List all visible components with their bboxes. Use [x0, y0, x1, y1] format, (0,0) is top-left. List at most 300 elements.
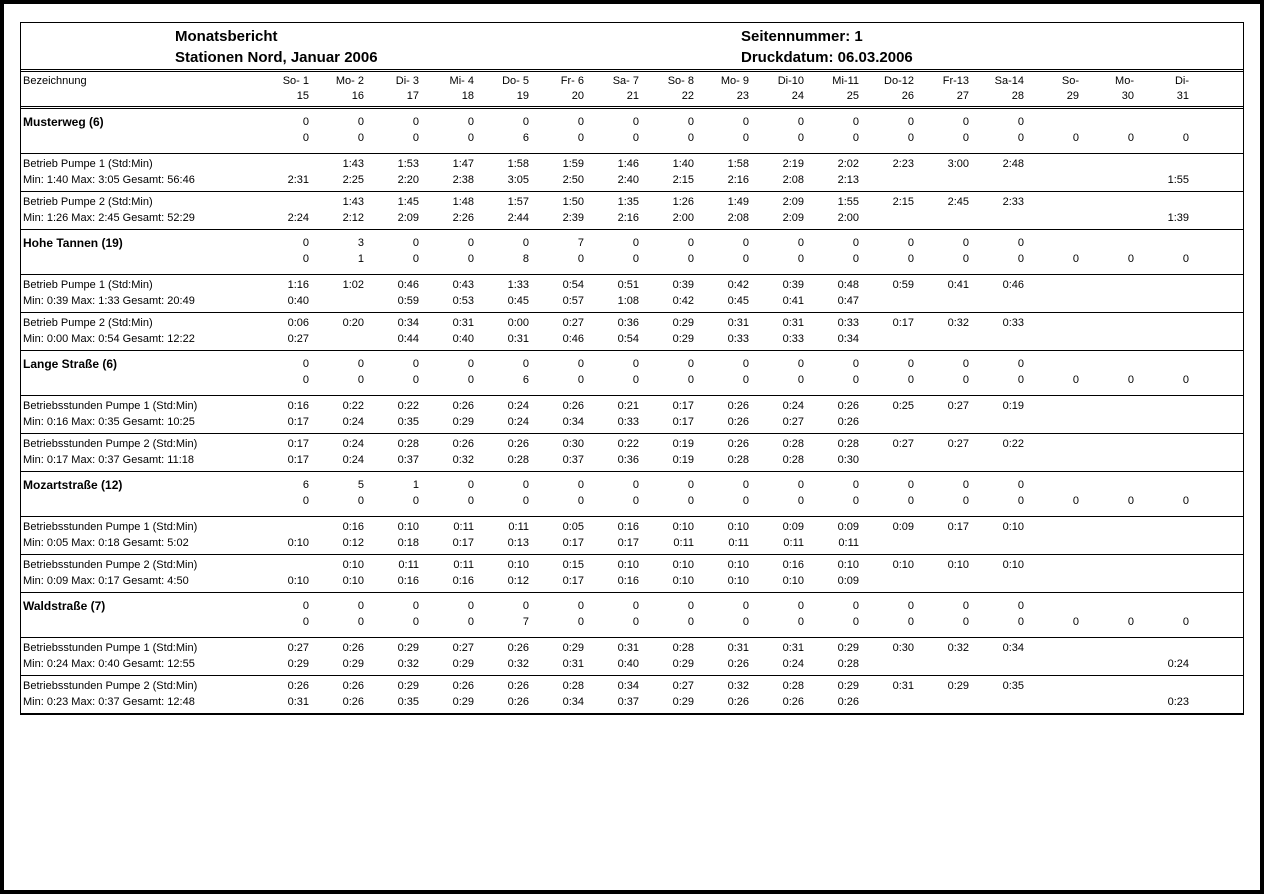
- value-cell: [973, 275, 1028, 313]
- value-cell: [1138, 230, 1193, 275]
- value-line1: 0: [962, 600, 969, 612]
- value-cell: [313, 313, 368, 351]
- value-line1: 0: [632, 116, 639, 128]
- value-line2: [920, 535, 969, 551]
- pump-row: [21, 275, 1243, 313]
- value-line2: 0:26: [727, 416, 749, 428]
- value-cell: [258, 108, 313, 154]
- value-line1: 0: [412, 358, 419, 370]
- pump-row: [21, 638, 1243, 676]
- value-line2: 0: [357, 374, 364, 386]
- day-date: 27: [956, 90, 969, 102]
- value-line2: [1030, 656, 1079, 672]
- value-line1: 0: [852, 479, 859, 491]
- day-column-header: [698, 72, 753, 108]
- value-line1: 0: [907, 479, 914, 491]
- value-line2: 2:50: [562, 174, 584, 186]
- value-cell: [533, 472, 588, 517]
- value-cell: [1083, 230, 1138, 275]
- value-line1: 0: [742, 116, 749, 128]
- value-line1: 1:43: [342, 196, 364, 208]
- value-line2: 0: [907, 253, 914, 265]
- value-cell: [478, 517, 533, 555]
- value-line2: 0:27: [287, 333, 309, 345]
- value-cell: [1028, 434, 1083, 472]
- value-cell: [698, 396, 753, 434]
- value-line1: 0: [797, 600, 804, 612]
- value-line1: 2:48: [1002, 158, 1024, 170]
- value-cell: [533, 230, 588, 275]
- value-line2: [865, 573, 914, 589]
- value-line1: 0:16: [287, 400, 309, 412]
- value-line1: 0: [797, 116, 804, 128]
- pump-label-cell: [21, 517, 258, 555]
- value-cell: [918, 396, 973, 434]
- pump-label-cell: [21, 676, 258, 714]
- value-cell: [478, 676, 533, 714]
- report-frame: [20, 22, 1244, 715]
- value-cell: [753, 313, 808, 351]
- value-cell: [808, 396, 863, 434]
- value-cell: [1083, 275, 1138, 313]
- value-line2: 0:17: [287, 416, 309, 428]
- value-cell: [753, 638, 808, 676]
- value-line1: [1030, 194, 1079, 210]
- value-cell: [258, 230, 313, 275]
- value-line1: 0:10: [837, 559, 859, 571]
- value-line2: 0:26: [782, 696, 804, 708]
- value-cell: [423, 434, 478, 472]
- day-date: 25: [846, 90, 859, 102]
- value-line1: 0:27: [947, 438, 969, 450]
- value-cell: [423, 638, 478, 676]
- value-line1: 0:09: [782, 521, 804, 533]
- value-line2: 0:30: [837, 454, 859, 466]
- value-cell: [973, 154, 1028, 192]
- value-line2: 2:15: [672, 174, 694, 186]
- print-date-label: Druckdatum: 06.03.2006: [741, 49, 913, 66]
- report-title-block: [175, 26, 378, 68]
- value-cell: [643, 472, 698, 517]
- value-line1: [1085, 436, 1134, 452]
- filler-cell: [1193, 396, 1243, 434]
- value-cell: [808, 517, 863, 555]
- value-line1: 0: [357, 358, 364, 370]
- value-line1: 0:09: [892, 521, 914, 533]
- value-cell: [918, 230, 973, 275]
- value-line2: 2:08: [782, 174, 804, 186]
- value-line2: 2:20: [397, 174, 419, 186]
- value-cell: [698, 472, 753, 517]
- value-cell: [478, 154, 533, 192]
- value-cell: [973, 192, 1028, 230]
- value-line1: 0: [1017, 600, 1024, 612]
- value-cell: [643, 154, 698, 192]
- value-line1: 0: [412, 237, 419, 249]
- value-cell: [313, 396, 368, 434]
- value-line2: [865, 210, 914, 226]
- value-line1: 0: [412, 116, 419, 128]
- value-line2: 0: [632, 495, 639, 507]
- value-line1: 0: [577, 479, 584, 491]
- value-cell: [643, 275, 698, 313]
- value-cell: [643, 351, 698, 396]
- value-line2: 7: [522, 616, 529, 628]
- value-line2: 0: [467, 495, 474, 507]
- value-cell: [973, 396, 1028, 434]
- value-cell: [918, 108, 973, 154]
- value-line2: 0:26: [837, 416, 859, 428]
- value-cell: [423, 154, 478, 192]
- value-cell: [478, 230, 533, 275]
- value-line1: [1030, 557, 1079, 573]
- value-line1: 0:26: [452, 438, 474, 450]
- value-line2: 0:23: [1167, 696, 1189, 708]
- value-line2: 0: [1127, 132, 1134, 144]
- value-line2: 0:11: [673, 537, 694, 549]
- value-line2: 0:28: [727, 454, 749, 466]
- value-cell: [918, 555, 973, 593]
- value-line1: 0:31: [727, 317, 749, 329]
- value-line2: 0:10: [672, 575, 694, 587]
- value-line2: 0: [632, 132, 639, 144]
- value-line1: 0:11: [453, 559, 474, 571]
- value-line2: [920, 331, 969, 347]
- day-name: Di-: [1174, 75, 1189, 87]
- value-cell: [533, 351, 588, 396]
- value-line2: 0:34: [562, 416, 584, 428]
- day-column-header: [973, 72, 1028, 108]
- value-line2: [975, 414, 1024, 430]
- value-cell: [1083, 434, 1138, 472]
- value-cell: [973, 676, 1028, 714]
- filler-column-header: [1193, 72, 1243, 108]
- day-date: 20: [571, 90, 584, 102]
- value-line1: 2:02: [837, 158, 859, 170]
- value-line2: 0: [1127, 253, 1134, 265]
- value-cell: [808, 230, 863, 275]
- value-line1: 0:26: [342, 680, 364, 692]
- value-line2: 0:11: [783, 537, 804, 549]
- value-cell: [698, 313, 753, 351]
- value-line1: [260, 156, 309, 172]
- station-label-cell: [21, 108, 258, 154]
- value-line2: 0: [1182, 616, 1189, 628]
- value-line2: [1085, 452, 1134, 468]
- value-line2: 2:12: [342, 212, 364, 224]
- value-cell: [313, 638, 368, 676]
- value-line1: 0:34: [617, 680, 639, 692]
- value-cell: [698, 593, 753, 638]
- value-line2: 0:35: [397, 696, 419, 708]
- value-line1: 0:05: [562, 521, 584, 533]
- value-cell: [863, 676, 918, 714]
- value-cell: [863, 593, 918, 638]
- value-cell: [643, 676, 698, 714]
- value-cell: [1138, 313, 1193, 351]
- value-line1: 0:24: [507, 400, 529, 412]
- value-cell: [258, 351, 313, 396]
- value-line1: 0:34: [397, 317, 419, 329]
- value-line1: [1140, 640, 1189, 656]
- value-line1: 0:22: [397, 400, 419, 412]
- value-line2: [920, 694, 969, 710]
- value-line1: 0: [797, 479, 804, 491]
- value-line1: 0:33: [1002, 317, 1024, 329]
- value-line1: 0: [632, 237, 639, 249]
- value-line2: 0: [742, 374, 749, 386]
- pump-label: Betriebsstunden Pumpe 1 (Std:Min): [23, 521, 198, 533]
- value-cell: [313, 351, 368, 396]
- value-line1: 0:21: [617, 400, 639, 412]
- value-cell: [368, 555, 423, 593]
- value-line2: 0: [412, 374, 419, 386]
- day-name: Do-12: [884, 75, 914, 87]
- day-date: 22: [681, 90, 694, 102]
- filler-cell: [1193, 154, 1243, 192]
- day-column-header: [588, 72, 643, 108]
- value-line1: 0:41: [947, 279, 969, 291]
- value-line2: 8: [522, 253, 529, 265]
- value-line1: [1140, 436, 1189, 452]
- value-line1: 0: [742, 600, 749, 612]
- value-line2: 0: [687, 616, 694, 628]
- value-line1: 1:53: [397, 158, 419, 170]
- day-column-header: [1028, 72, 1083, 108]
- value-line1: [1085, 519, 1134, 535]
- value-line1: 0: [852, 358, 859, 370]
- value-line2: 0: [632, 616, 639, 628]
- filler-cell: [1193, 472, 1243, 517]
- value-line2: 0:47: [837, 295, 859, 307]
- pump-label-cell: [21, 434, 258, 472]
- value-line1: 0:26: [452, 400, 474, 412]
- value-line2: 0:28: [507, 454, 529, 466]
- pump-row: [21, 154, 1243, 192]
- value-cell: [808, 638, 863, 676]
- station-row: [21, 351, 1243, 396]
- value-line1: 0: [852, 600, 859, 612]
- value-line1: 0: [1017, 479, 1024, 491]
- station-label-cell: [21, 351, 258, 396]
- value-line2: [865, 694, 914, 710]
- value-line2: 0: [687, 495, 694, 507]
- value-cell: [698, 676, 753, 714]
- value-line1: 0:00: [507, 317, 529, 329]
- value-line1: 0:31: [617, 642, 639, 654]
- value-line2: 0:57: [562, 295, 584, 307]
- value-cell: [1138, 396, 1193, 434]
- value-line2: 0:10: [782, 575, 804, 587]
- value-line2: [865, 293, 914, 309]
- value-cell: [423, 676, 478, 714]
- value-cell: [1028, 396, 1083, 434]
- value-line1: 0: [852, 237, 859, 249]
- value-line2: [1140, 452, 1189, 468]
- value-cell: [423, 593, 478, 638]
- value-line2: 0: [1127, 495, 1134, 507]
- value-cell: [258, 593, 313, 638]
- day-date: 24: [791, 90, 804, 102]
- value-line1: [1085, 156, 1134, 172]
- value-line2: 0: [907, 132, 914, 144]
- value-cell: [1028, 351, 1083, 396]
- pump-label-cell: [21, 396, 258, 434]
- value-cell: [698, 351, 753, 396]
- station-label-cell: [21, 472, 258, 517]
- value-line2: 0: [962, 132, 969, 144]
- value-line1: 0:17: [947, 521, 969, 533]
- value-line2: 0:26: [342, 696, 364, 708]
- value-line1: 0: [687, 600, 694, 612]
- value-line2: 0: [357, 616, 364, 628]
- value-cell: [1138, 108, 1193, 154]
- value-cell: [808, 593, 863, 638]
- value-line1: 0:32: [727, 680, 749, 692]
- label-column-header-text: Bezeichnung: [23, 75, 87, 87]
- value-line1: 0:32: [947, 642, 969, 654]
- value-line2: [1030, 210, 1079, 226]
- value-cell: [698, 192, 753, 230]
- value-cell: [863, 638, 918, 676]
- value-line2: [920, 573, 969, 589]
- value-line1: [1140, 315, 1189, 331]
- pump-label-cell: [21, 154, 258, 192]
- pump-minmax-label: Min: 0:16 Max: 0:35 Gesamt: 10:25: [23, 416, 195, 428]
- value-line2: 1:08: [617, 295, 639, 307]
- value-cell: [258, 396, 313, 434]
- value-cell: [1138, 472, 1193, 517]
- value-line2: 0:31: [287, 696, 309, 708]
- filler-cell: [1193, 108, 1243, 154]
- value-line1: [1085, 398, 1134, 414]
- filler-cell: [1193, 638, 1243, 676]
- value-cell: [313, 275, 368, 313]
- value-cell: [1083, 676, 1138, 714]
- value-line2: 0:17: [287, 454, 309, 466]
- value-cell: [1138, 351, 1193, 396]
- pump-label-cell: [21, 275, 258, 313]
- value-cell: [313, 108, 368, 154]
- value-cell: [258, 676, 313, 714]
- value-line1: 1:35: [617, 196, 639, 208]
- day-name: Sa-14: [994, 75, 1024, 87]
- value-cell: [643, 555, 698, 593]
- value-line1: 0: [522, 600, 529, 612]
- value-line2: 2:13: [837, 174, 859, 186]
- value-line1: 0:33: [837, 317, 859, 329]
- value-line2: [315, 293, 364, 309]
- value-line2: 2:08: [727, 212, 749, 224]
- report-table: [21, 72, 1243, 714]
- value-line1: 0:10: [507, 559, 529, 571]
- value-line1: 0: [962, 479, 969, 491]
- value-line2: 0:31: [562, 658, 584, 670]
- value-line2: 2:00: [837, 212, 859, 224]
- value-line2: 0: [852, 495, 859, 507]
- value-line2: 0: [577, 132, 584, 144]
- value-line1: 0:10: [672, 559, 694, 571]
- value-line1: 0: [357, 116, 364, 128]
- value-line1: 0:27: [892, 438, 914, 450]
- day-name: Di- 3: [395, 75, 419, 87]
- value-cell: [918, 434, 973, 472]
- value-line1: 0: [797, 237, 804, 249]
- value-line1: 0:32: [947, 317, 969, 329]
- value-line1: 0:27: [947, 400, 969, 412]
- report-title: Monatsbericht: [175, 28, 278, 45]
- value-line1: 0:28: [562, 680, 584, 692]
- day-name: Fr-13: [942, 75, 969, 87]
- value-line1: 0:36: [617, 317, 639, 329]
- value-line1: 0:22: [342, 400, 364, 412]
- value-line1: [1030, 519, 1079, 535]
- value-cell: [368, 154, 423, 192]
- day-name: Do- 5: [502, 75, 529, 87]
- value-line1: 0:31: [727, 642, 749, 654]
- value-line1: 0:26: [342, 642, 364, 654]
- value-cell: [753, 192, 808, 230]
- pump-label-cell: [21, 313, 258, 351]
- value-line1: [260, 519, 309, 535]
- value-cell: [918, 192, 973, 230]
- day-date: 15: [296, 90, 309, 102]
- value-line2: 0:29: [452, 416, 474, 428]
- day-date: 23: [736, 90, 749, 102]
- pump-minmax-label: Min: 1:26 Max: 2:45 Gesamt: 52:29: [23, 212, 195, 224]
- value-cell: [258, 638, 313, 676]
- value-cell: [698, 434, 753, 472]
- value-cell: [368, 593, 423, 638]
- value-line2: 0:29: [672, 333, 694, 345]
- value-line2: 0: [687, 374, 694, 386]
- filler-cell: [1193, 434, 1243, 472]
- value-line2: 0: [1182, 132, 1189, 144]
- value-line2: 2:39: [562, 212, 584, 224]
- value-line1: 0:51: [617, 279, 639, 291]
- value-line1: [1085, 315, 1134, 331]
- value-cell: [753, 434, 808, 472]
- value-line2: 0: [852, 374, 859, 386]
- value-cell: [973, 230, 1028, 275]
- value-cell: [313, 676, 368, 714]
- station-name: Hohe Tannen (19): [23, 236, 123, 250]
- report-subtitle: Stationen Nord, Januar 2006: [175, 49, 378, 66]
- value-line2: [315, 331, 364, 347]
- value-cell: [1028, 192, 1083, 230]
- value-line2: 0:24: [342, 454, 364, 466]
- value-line1: 0: [687, 358, 694, 370]
- value-line2: 0: [302, 253, 309, 265]
- value-line2: 0: [467, 132, 474, 144]
- value-line2: [865, 656, 914, 672]
- value-line1: 0: [687, 237, 694, 249]
- value-cell: [313, 192, 368, 230]
- value-cell: [863, 313, 918, 351]
- value-line1: 0:26: [507, 642, 529, 654]
- value-cell: [313, 434, 368, 472]
- day-column-header: [368, 72, 423, 108]
- value-line1: 2:33: [1002, 196, 1024, 208]
- value-line1: 0: [962, 237, 969, 249]
- pump-label: Betriebsstunden Pumpe 1 (Std:Min): [23, 400, 198, 412]
- value-line2: 0:10: [727, 575, 749, 587]
- value-cell: [588, 108, 643, 154]
- value-line1: 0:16: [782, 559, 804, 571]
- value-line2: [865, 535, 914, 551]
- value-cell: [423, 472, 478, 517]
- value-cell: [478, 472, 533, 517]
